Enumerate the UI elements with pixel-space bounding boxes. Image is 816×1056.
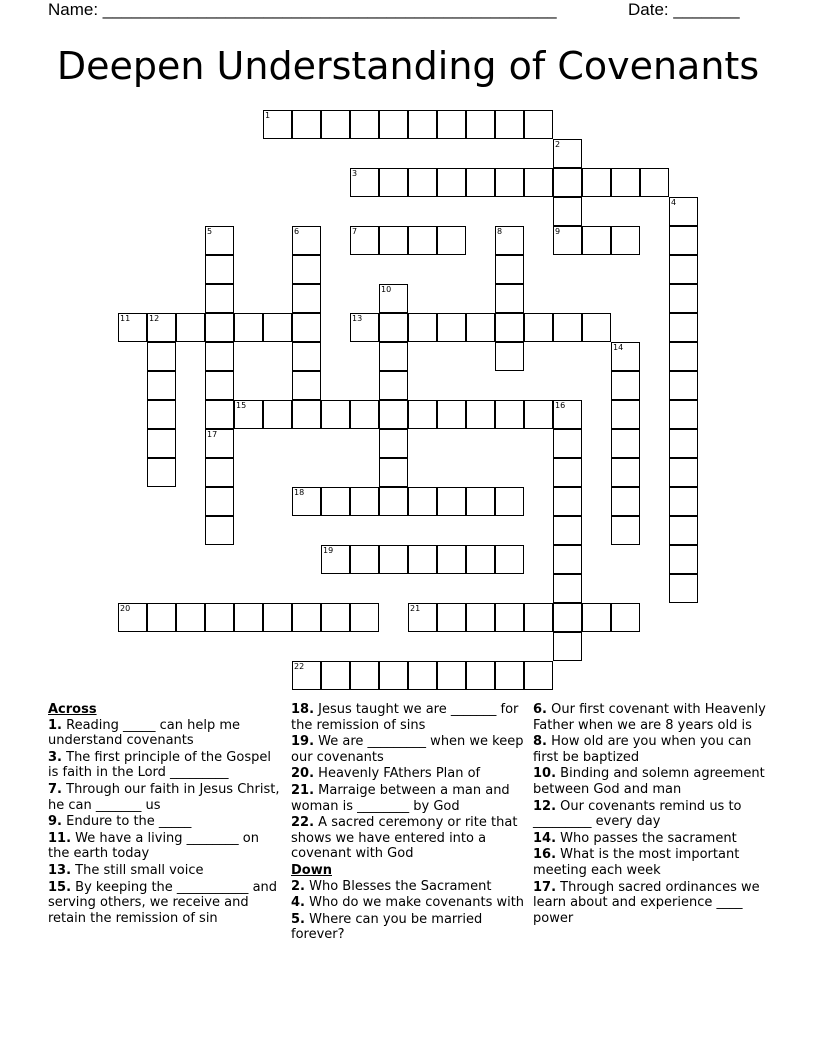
clue-text: By keeping the ___________ and serving others, we receive and retain the remission of sin xyxy=(48,879,278,926)
clue xyxy=(48,814,280,830)
grid-cell[interactable] xyxy=(234,400,263,429)
grid-cell[interactable] xyxy=(669,400,698,429)
clue-text: Who Blesses the Sacrament xyxy=(309,878,492,894)
clue xyxy=(533,702,773,733)
clue-number: 2 xyxy=(555,140,561,149)
grid-cell[interactable] xyxy=(350,110,379,139)
grid-cell[interactable] xyxy=(495,603,524,632)
clue-number-label: 17. xyxy=(533,879,557,895)
clue-number: 13 xyxy=(352,314,363,323)
clue-number: 19 xyxy=(323,546,334,555)
clue-number-label: 6. xyxy=(533,702,547,717)
grid-cell[interactable] xyxy=(408,110,437,139)
grid-cell[interactable] xyxy=(147,400,176,429)
grid-cell[interactable] xyxy=(408,603,437,632)
grid-cell[interactable] xyxy=(553,139,582,168)
grid-cell[interactable] xyxy=(669,197,698,226)
clue-number-label: 5. xyxy=(291,911,305,927)
clues-column-3 xyxy=(533,702,773,927)
clue-number: 1 xyxy=(265,111,271,120)
clue-text: We are _________ when we keep our covenants xyxy=(291,734,524,765)
grid-cell[interactable] xyxy=(234,603,263,632)
clue-text: A sacred ceremony or rite that shows we have entered into a covenant with God xyxy=(291,815,518,862)
clue-text: Endure to the _____ xyxy=(66,814,192,830)
grid-cell[interactable] xyxy=(205,342,234,371)
grid-cell[interactable] xyxy=(263,603,292,632)
grid-cell[interactable] xyxy=(205,458,234,487)
grid-cell[interactable] xyxy=(466,487,495,516)
grid-cell[interactable] xyxy=(379,487,408,516)
grid-cell[interactable] xyxy=(437,168,466,197)
grid-cell[interactable] xyxy=(379,371,408,400)
grid-cell[interactable] xyxy=(408,661,437,690)
page-title: Deepen Understanding of Covenants xyxy=(56,44,760,88)
clue xyxy=(291,879,525,895)
grid-cell[interactable] xyxy=(408,545,437,574)
name-field[interactable]: Name: ________________________________________________ xyxy=(48,0,557,19)
grid-cell[interactable] xyxy=(582,226,611,255)
clue xyxy=(291,783,525,814)
grid-cell[interactable] xyxy=(292,371,321,400)
grid-cell[interactable] xyxy=(553,226,582,255)
clue-text: Heavenly FAthers Plan of xyxy=(318,766,481,782)
grid-cell[interactable] xyxy=(147,429,176,458)
clue-number-label: 14. xyxy=(533,830,557,846)
grid-cell[interactable] xyxy=(553,545,582,574)
grid-cell[interactable] xyxy=(611,516,640,545)
grid-cell[interactable] xyxy=(379,429,408,458)
grid-cell[interactable] xyxy=(582,603,611,632)
grid-cell[interactable] xyxy=(466,313,495,342)
clue-number-label: 18. xyxy=(291,702,315,717)
date-field[interactable]: Date: _______ xyxy=(628,0,740,19)
grid-cell[interactable] xyxy=(437,313,466,342)
clue-number-label: 20. xyxy=(291,766,315,782)
grid-cell[interactable] xyxy=(495,661,524,690)
clues-column-1 xyxy=(48,702,280,927)
clue-number: 12 xyxy=(149,314,160,323)
clue xyxy=(48,831,280,862)
grid-cell[interactable] xyxy=(669,255,698,284)
grid-cell[interactable] xyxy=(466,603,495,632)
clue xyxy=(291,734,525,765)
grid-cell[interactable] xyxy=(669,226,698,255)
grid-cell[interactable] xyxy=(437,226,466,255)
grid-cell[interactable] xyxy=(553,197,582,226)
clue-number-label: 22. xyxy=(291,815,315,831)
grid-cell[interactable] xyxy=(292,110,321,139)
grid-cell[interactable] xyxy=(495,226,524,255)
clue-number: 17 xyxy=(207,430,218,439)
grid-cell[interactable] xyxy=(553,458,582,487)
grid-cell[interactable] xyxy=(321,487,350,516)
grid-cell[interactable] xyxy=(205,603,234,632)
clue-number: 6 xyxy=(294,227,300,236)
clue xyxy=(48,718,280,749)
clue-number-label: 12. xyxy=(533,798,557,814)
grid-cell[interactable] xyxy=(292,226,321,255)
grid-cell[interactable] xyxy=(437,110,466,139)
grid-cell[interactable] xyxy=(524,168,553,197)
grid-cell[interactable] xyxy=(379,110,408,139)
clue xyxy=(291,895,525,911)
clue-text: The first principle of the Gospel is faith in the Lord _________ xyxy=(48,749,271,781)
grid-cell[interactable] xyxy=(466,110,495,139)
grid-cell[interactable] xyxy=(437,400,466,429)
grid-cell[interactable] xyxy=(466,661,495,690)
grid-cell[interactable] xyxy=(379,458,408,487)
grid-cell[interactable] xyxy=(118,603,147,632)
grid-cell[interactable] xyxy=(582,168,611,197)
grid-cell[interactable] xyxy=(263,400,292,429)
down-heading: Down xyxy=(291,862,332,878)
clue-number-label: 2. xyxy=(291,878,305,894)
grid-cell[interactable] xyxy=(669,574,698,603)
grid-cell[interactable] xyxy=(669,429,698,458)
grid-cell[interactable] xyxy=(379,168,408,197)
grid-cell[interactable] xyxy=(379,313,408,342)
clue-text: Through sacred ordinances we learn about and experience ____ power xyxy=(533,879,760,926)
grid-cell[interactable] xyxy=(205,400,234,429)
grid-cell[interactable] xyxy=(495,255,524,284)
grid-cell[interactable] xyxy=(611,458,640,487)
clue-number-label: 3. xyxy=(48,749,62,765)
clue-text: Binding and solemn agreement between God and man xyxy=(533,766,765,797)
clue xyxy=(48,750,280,781)
grid-cell[interactable] xyxy=(292,661,321,690)
clue-number-label: 21. xyxy=(291,782,315,798)
clue-number-label: 11. xyxy=(48,830,72,846)
grid-cell[interactable] xyxy=(408,313,437,342)
clue-text: Where can you be married forever? xyxy=(291,911,483,943)
clue xyxy=(533,766,773,797)
grid-cell[interactable] xyxy=(495,110,524,139)
clue-number-label: 9. xyxy=(48,814,62,830)
grid-cell[interactable] xyxy=(147,342,176,371)
grid-cell[interactable] xyxy=(350,168,379,197)
grid-cell[interactable] xyxy=(669,487,698,516)
grid-cell[interactable] xyxy=(466,400,495,429)
clue-text: Reading _____ can help me understand covenants xyxy=(48,717,241,749)
grid-cell[interactable] xyxy=(466,545,495,574)
grid-cell[interactable] xyxy=(553,632,582,661)
clue xyxy=(533,880,773,927)
grid-cell[interactable] xyxy=(292,342,321,371)
clue-number-label: 4. xyxy=(291,895,305,911)
clue-number-label: 15. xyxy=(48,879,72,895)
grid-cell[interactable] xyxy=(553,400,582,429)
grid-cell[interactable] xyxy=(669,371,698,400)
grid-cell[interactable] xyxy=(669,458,698,487)
clue-number-label: 8. xyxy=(533,734,547,750)
grid-cell[interactable] xyxy=(350,661,379,690)
clue xyxy=(533,799,773,830)
grid-cell[interactable] xyxy=(495,313,524,342)
grid-cell[interactable] xyxy=(553,313,582,342)
grid-cell[interactable] xyxy=(350,487,379,516)
clue-number-label: 19. xyxy=(291,734,315,750)
grid-cell[interactable] xyxy=(292,255,321,284)
grid-cell[interactable] xyxy=(205,313,234,342)
grid-cell[interactable] xyxy=(147,313,176,342)
clue-number: 16 xyxy=(555,401,566,410)
grid-cell[interactable] xyxy=(524,313,553,342)
grid-cell[interactable] xyxy=(553,487,582,516)
grid-cell[interactable] xyxy=(524,661,553,690)
grid-cell[interactable] xyxy=(611,342,640,371)
clue-number: 9 xyxy=(555,227,561,236)
grid-cell[interactable] xyxy=(437,661,466,690)
grid-cell[interactable] xyxy=(379,400,408,429)
grid-cell[interactable] xyxy=(524,400,553,429)
grid-cell[interactable] xyxy=(379,284,408,313)
grid-cell[interactable] xyxy=(147,458,176,487)
grid-cell[interactable] xyxy=(495,168,524,197)
grid-cell[interactable] xyxy=(350,226,379,255)
clue-text: Our covenants remind us to _________ every day xyxy=(533,798,742,830)
grid-cell[interactable] xyxy=(437,603,466,632)
grid-cell[interactable] xyxy=(205,516,234,545)
clue-number-label: 7. xyxy=(48,781,62,797)
grid-cell[interactable] xyxy=(669,516,698,545)
grid-cell[interactable] xyxy=(292,603,321,632)
grid-cell[interactable] xyxy=(408,400,437,429)
grid-cell[interactable] xyxy=(379,342,408,371)
grid-cell[interactable] xyxy=(350,545,379,574)
grid-cell[interactable] xyxy=(553,574,582,603)
clue-number: 7 xyxy=(352,227,358,236)
across-heading: Across xyxy=(48,702,97,717)
clues-column-2 xyxy=(291,702,525,944)
clue-number: 20 xyxy=(120,604,131,613)
grid-cell[interactable] xyxy=(524,603,553,632)
grid-cell[interactable] xyxy=(408,487,437,516)
grid-cell[interactable] xyxy=(611,400,640,429)
grid-cell[interactable] xyxy=(176,313,205,342)
clue-text: The still small voice xyxy=(75,862,204,878)
grid-cell[interactable] xyxy=(321,110,350,139)
grid-cell[interactable] xyxy=(553,603,582,632)
grid-cell[interactable] xyxy=(205,487,234,516)
grid-cell[interactable] xyxy=(263,110,292,139)
grid-cell[interactable] xyxy=(582,313,611,342)
grid-cell[interactable] xyxy=(321,545,350,574)
grid-cell[interactable] xyxy=(350,313,379,342)
clue-number: 14 xyxy=(613,343,624,352)
grid-cell[interactable] xyxy=(553,516,582,545)
clue-number: 11 xyxy=(120,314,131,323)
clue xyxy=(48,863,280,879)
grid-cell[interactable] xyxy=(466,168,495,197)
grid-cell[interactable] xyxy=(524,110,553,139)
clue xyxy=(291,702,525,733)
grid-cell[interactable] xyxy=(350,603,379,632)
clue-number-label: 10. xyxy=(533,766,557,782)
clue xyxy=(291,815,525,862)
grid-cell[interactable] xyxy=(495,342,524,371)
clue-number: 21 xyxy=(410,604,421,613)
clue-text: We have a living ________ on the earth today xyxy=(48,830,259,862)
grid-cell[interactable] xyxy=(263,313,292,342)
clue xyxy=(291,766,525,782)
clue-number: 10 xyxy=(381,285,392,294)
grid-cell[interactable] xyxy=(611,226,640,255)
clue-number: 18 xyxy=(294,488,305,497)
grid-cell[interactable] xyxy=(408,226,437,255)
grid-cell[interactable] xyxy=(118,313,147,342)
grid-cell[interactable] xyxy=(408,168,437,197)
grid-cell[interactable] xyxy=(321,400,350,429)
grid-cell[interactable] xyxy=(205,429,234,458)
clue xyxy=(533,847,773,878)
grid-cell[interactable] xyxy=(611,371,640,400)
clue-text: How old are you when you can first be baptized xyxy=(533,734,752,765)
grid-cell[interactable] xyxy=(495,545,524,574)
grid-cell[interactable] xyxy=(176,603,205,632)
clue xyxy=(48,880,280,927)
grid-cell[interactable] xyxy=(669,313,698,342)
clue-number: 5 xyxy=(207,227,213,236)
grid-cell[interactable] xyxy=(553,168,582,197)
grid-cell[interactable] xyxy=(495,284,524,313)
clue-number-label: 16. xyxy=(533,847,557,863)
grid-cell[interactable] xyxy=(669,284,698,313)
grid-cell[interactable] xyxy=(205,371,234,400)
clue-text: Marraige between a man and woman is ________ by God xyxy=(291,782,510,814)
clue-text: Jesus taught we are _______ for the remission of sins xyxy=(291,702,519,733)
grid-cell[interactable] xyxy=(495,487,524,516)
grid-cell[interactable] xyxy=(379,226,408,255)
grid-cell[interactable] xyxy=(205,284,234,313)
clue-number: 22 xyxy=(294,662,305,671)
grid-cell[interactable] xyxy=(292,400,321,429)
clue xyxy=(533,734,773,765)
clue-text: Who do we make covenants with xyxy=(309,895,525,911)
grid-cell[interactable] xyxy=(147,603,176,632)
clue-text: What is the most important meeting each week xyxy=(533,847,740,878)
clue-number: 8 xyxy=(497,227,503,236)
clue-text: Through our faith in Jesus Christ, he can _______ us xyxy=(48,781,280,813)
grid-cell[interactable] xyxy=(611,603,640,632)
grid-cell[interactable] xyxy=(205,226,234,255)
clue-text: Our first covenant with Heavenly Father when we are 8 years old is xyxy=(533,702,766,733)
grid-cell[interactable] xyxy=(205,255,234,284)
grid-cell[interactable] xyxy=(234,313,263,342)
grid-cell[interactable] xyxy=(669,545,698,574)
clue-number: 3 xyxy=(352,169,358,178)
grid-cell[interactable] xyxy=(292,487,321,516)
grid-cell[interactable] xyxy=(321,603,350,632)
grid-cell[interactable] xyxy=(611,429,640,458)
clue-number-label: 13. xyxy=(48,862,72,878)
grid-cell[interactable] xyxy=(292,284,321,313)
grid-cell[interactable] xyxy=(611,487,640,516)
grid-cell[interactable] xyxy=(350,400,379,429)
grid-cell[interactable] xyxy=(147,371,176,400)
grid-cell[interactable] xyxy=(379,545,408,574)
clue-number: 15 xyxy=(236,401,247,410)
clue-number: 4 xyxy=(671,198,677,207)
clue xyxy=(291,912,525,943)
clue-text: Who passes the sacrament xyxy=(560,830,737,846)
grid-cell[interactable] xyxy=(292,313,321,342)
grid-cell[interactable] xyxy=(611,168,640,197)
grid-cell[interactable] xyxy=(495,400,524,429)
grid-cell[interactable] xyxy=(437,545,466,574)
grid-cell[interactable] xyxy=(553,429,582,458)
grid-cell[interactable] xyxy=(669,342,698,371)
grid-cell[interactable] xyxy=(437,487,466,516)
clue-number-label: 1. xyxy=(48,717,62,733)
grid-cell[interactable] xyxy=(640,168,669,197)
clue xyxy=(533,831,773,847)
grid-cell[interactable] xyxy=(379,661,408,690)
clue xyxy=(48,782,280,813)
grid-cell[interactable] xyxy=(321,661,350,690)
